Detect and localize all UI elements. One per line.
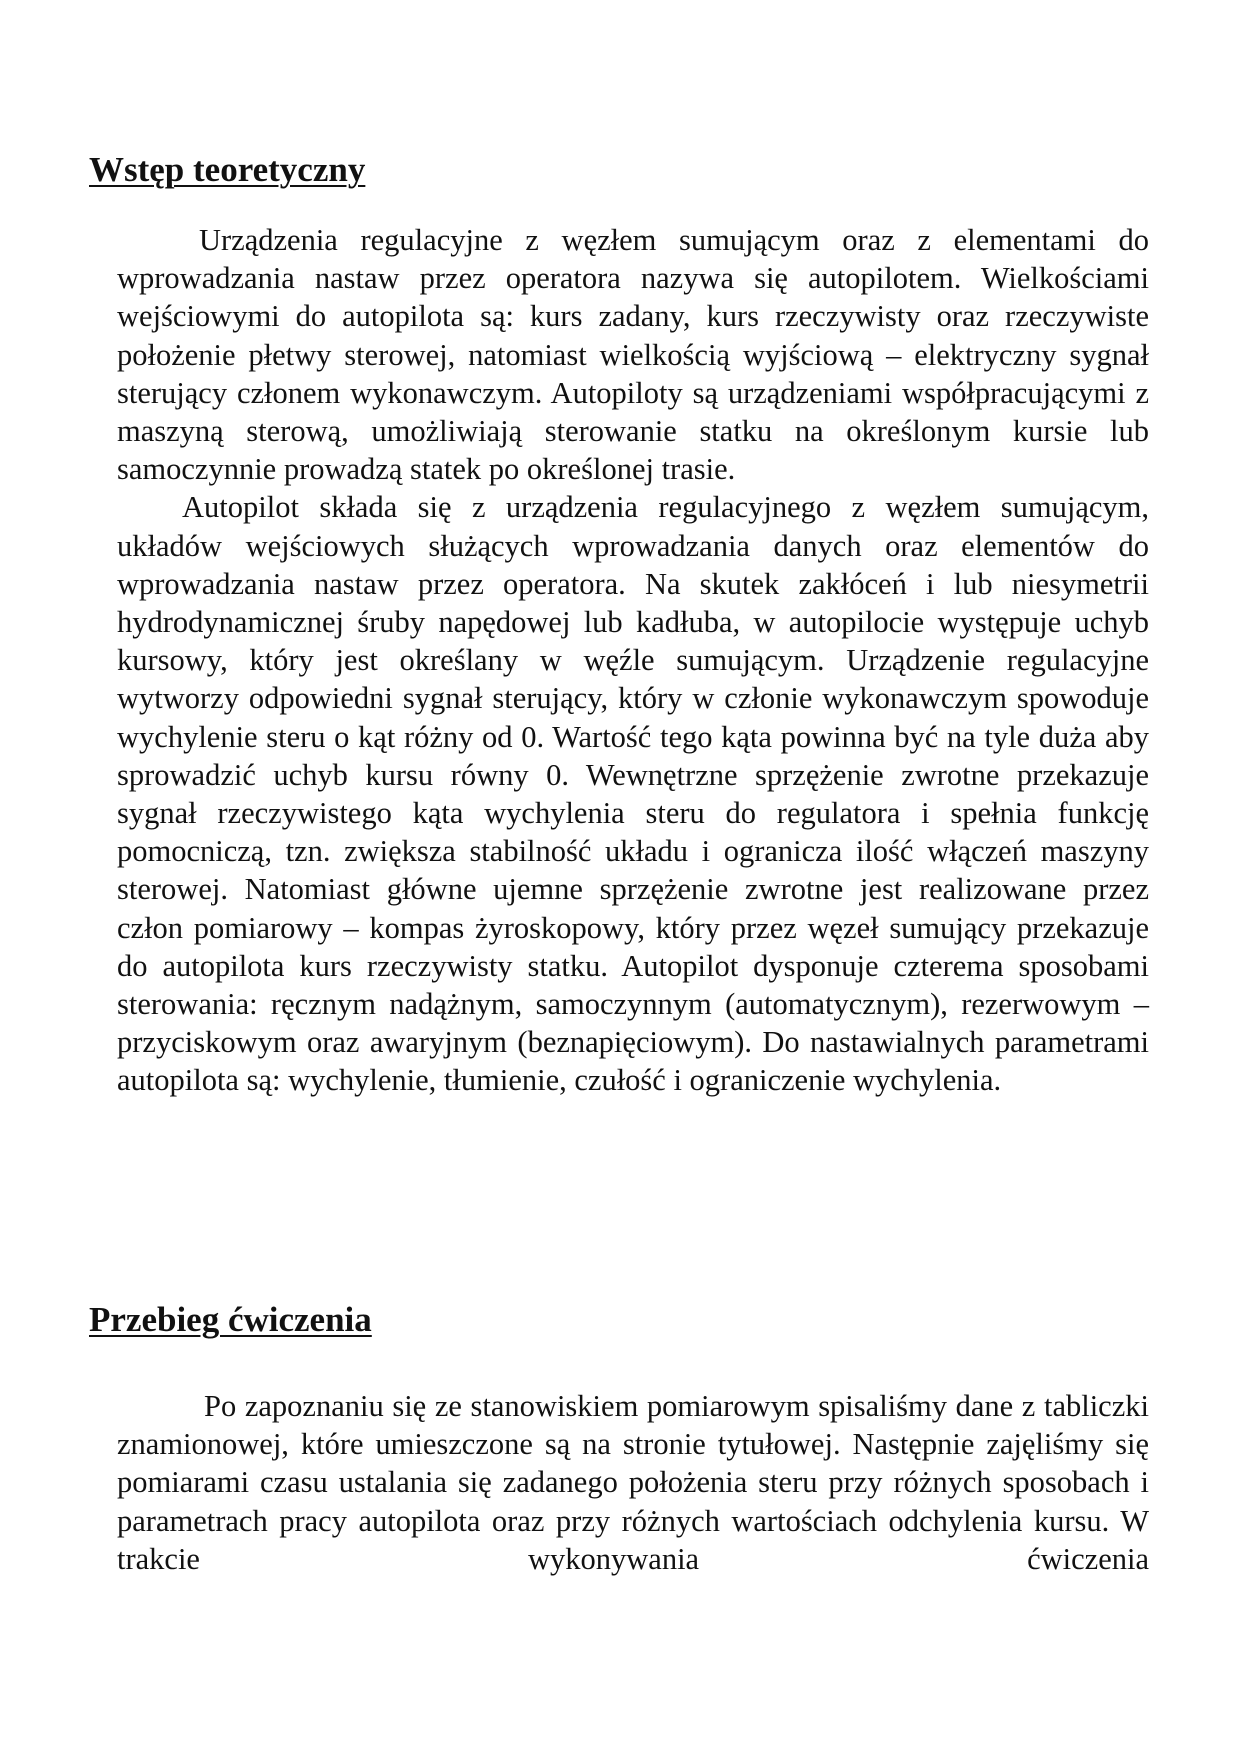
- paragraph: Autopilot składa się z urządzenia regulacyjnego z węzłem sumującym, układów wejściowych służących wprowadzania danych oraz elementów do wprowadzania nastaw przez operatora. Na skutek zakłóceń i lub niesymetrii hydrodynamicznej śruby napędowej lub kadłuba, w autopilocie występuje uchyb kursowy, który jest określany w węźle sumującym. Urządzenie regulacyjne wytworzy odpowiedni sygnał sterujący, który w członie wykonawczym spowoduje wychylenie steru o kąt różny od 0. Wartość tego kąta powinna być na tyle duża aby sprowadzić uchyb kursu równy 0. Wewnętrzne sprzężenie zwrotne przekazuje sygnał rzeczywistego kąta wychylenia steru do regulatora i spełnia funkcję pomocniczą, tzn. zwiększa stabilność układu i ogranicza ilość włączeń maszyny sterowej. Natomiast główne ujemne sprzężenie zwrotne jest realizowane przez człon pomiarowy – kompas żyroskopowy, który przez węzeł sumujący przekazuje do autopilota kurs rzeczywisty statku. Autopilot dysponuje czterema sposobami sterowania: ręcznym nadążnym, samoczynnym (automatycznym), rezerwowym – przyciskowym oraz awaryjnym (beznapięciowym). Do nastawialnych parametrami autopilota są: wychylenie, tłumienie, czułość i ograniczenie wychylenia.: [117, 490, 1149, 1098]
- section-body-exercise: [117, 1387, 1149, 1578]
- section-body-introduction: [117, 221, 1149, 1100]
- section-heading-exercise: Przebieg ćwiczenia: [89, 1300, 372, 1339]
- paragraph: Urządzenia regulacyjne z węzłem sumującym oraz z elementami do wprowadzania nastaw przez operatora nazywa się autopilotem. Wielkościami wejściowymi do autopilota są: kurs zadany, kurs rzeczywisty oraz rzeczywiste położenie płetwy sterowej, natomiast wielkością wyjściową – elektryczny sygnał sterujący członem wykonawczym. Autopiloty są urządzeniami współpracującymi z maszyną sterową, umożliwiają sterowanie statku na określonym kursie lub samoczynnie prowadzą statek po określonej trasie.: [117, 223, 1149, 487]
- section-heading-introduction: Wstęp teoretyczny: [89, 150, 366, 189]
- paragraph: Po zapoznaniu się ze stanowiskiem pomiarowym spisaliśmy dane z tabliczki znamionowej, które umieszczone są na stronie tytułowej. Następnie zajęliśmy się pomiarami czasu ustalania się zadanego położenia steru przy różnych sposobach i parametrach pracy autopilota oraz przy różnych wartościach odchylenia kursu. W trakcie wykonywania ćwiczenia: [117, 1389, 1149, 1576]
